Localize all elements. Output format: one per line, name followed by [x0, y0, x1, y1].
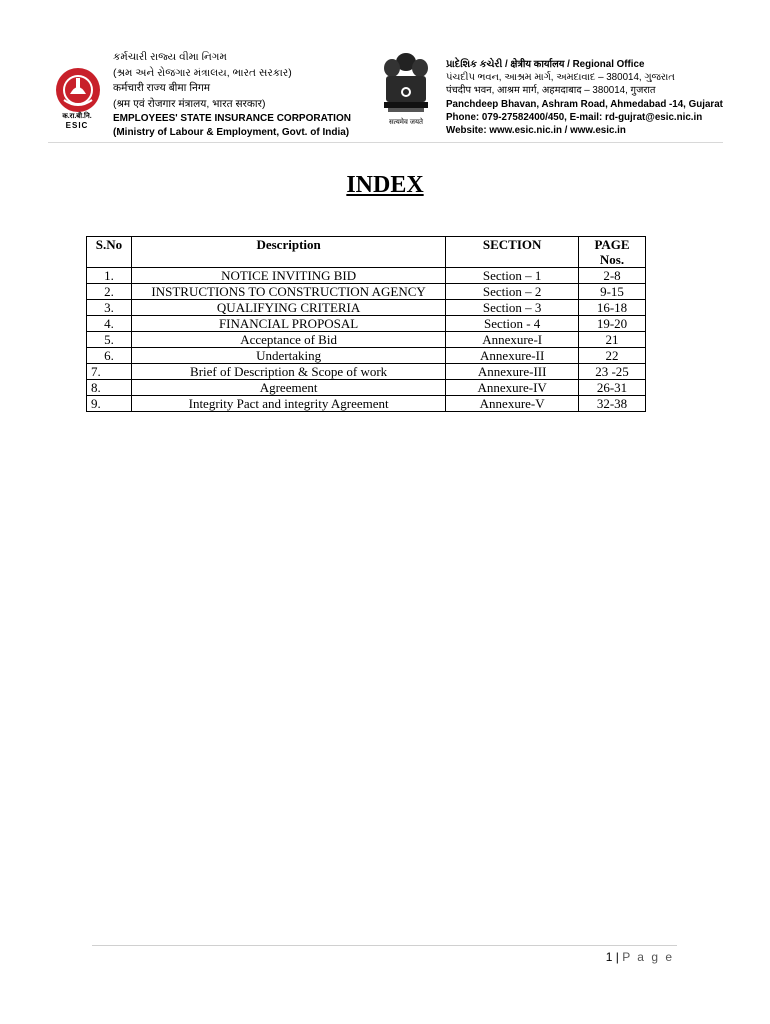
cell-description: Agreement [131, 380, 445, 396]
header-section: SECTION [446, 237, 579, 268]
logo-caption: ESIC [65, 121, 89, 130]
cell-pages: 21 [579, 332, 646, 348]
header-pages: PAGE Nos. [579, 237, 646, 268]
cell-sno: 4. [87, 316, 132, 332]
table-header-row [87, 237, 646, 268]
logo-caption-hindi: क.रा.बी.नि. [62, 113, 92, 120]
cell-description: Brief of Description & Scope of work [131, 364, 445, 380]
header-description: Description [131, 237, 445, 268]
org-ministry-english: (Ministry of Labour & Employment, Govt. of India) [113, 127, 350, 138]
table-row [87, 396, 646, 412]
cell-description: QUALIFYING CRITERIA [131, 300, 445, 316]
cell-pages: 19-20 [579, 316, 646, 332]
cell-description: NOTICE INVITING BID [131, 268, 445, 284]
cell-pages: 22 [579, 348, 646, 364]
cell-sno: 1. [87, 268, 132, 284]
org-ministry-gujarati: (શ્રમ અને રોજગાર મંત્રાલય, ભારત સરકાર) [113, 66, 292, 79]
cell-sno: 3. [87, 300, 132, 316]
office-title: પ્રાદેશિક કચેરી / क्षेत्रीय कार्यालय / Regional Office [446, 59, 645, 70]
page-title: INDEX [346, 172, 424, 198]
table-row [87, 316, 646, 332]
cell-pages: 16-18 [579, 300, 646, 316]
website: Website: www.esic.nic.in / www.esic.in [446, 125, 626, 137]
org-ministry-hindi: (श्रम एवं रोजगार मंत्रालय, भारत सरकार) [113, 97, 266, 110]
cell-section: Section – 1 [446, 268, 579, 284]
table-row [87, 332, 646, 348]
table-row [87, 268, 646, 284]
footer-divider [92, 945, 677, 946]
table-row [87, 300, 646, 316]
table-row [87, 380, 646, 396]
cell-sno: 2. [87, 284, 132, 300]
cell-description: FINANCIAL PROPOSAL [131, 316, 445, 332]
table-row [87, 284, 646, 300]
cell-section: Section – 2 [446, 284, 579, 300]
address-english: Panchdeep Bhavan, Ashram Road, Ahmedabad -14, Gujarat [446, 98, 723, 110]
cell-pages: 9-15 [579, 284, 646, 300]
cell-section: Annexure-I [446, 332, 579, 348]
cell-sno: 9. [87, 396, 132, 412]
org-name-gujarati: કર્મચારી રાજ્ય વીમા નિગમ [113, 51, 227, 63]
cell-description: INSTRUCTIONS TO CONSTRUCTION AGENCY [131, 284, 445, 300]
page-number: 1 [605, 950, 613, 964]
footer-separator: | [615, 950, 619, 964]
cell-description: Acceptance of Bid [131, 332, 445, 348]
phone-email: Phone: 079-27582400/450, E-mail: rd-gujrat@esic.nic.in [446, 111, 703, 123]
cell-sno: 7. [87, 364, 132, 380]
table-body [87, 268, 646, 412]
org-name-english: EMPLOYEES' STATE INSURANCE CORPORATION [113, 113, 351, 124]
esic-logo-icon [52, 66, 104, 118]
organization-block [113, 50, 351, 140]
address-hindi: पंचदीप भवन, आश्रम मार्ग, अहमदाबाद – 380014, गुजरात [446, 85, 656, 97]
letterhead-divider [48, 142, 723, 143]
cell-description: Integrity Pact and integrity Agreement [131, 396, 445, 412]
cell-sno: 8. [87, 380, 132, 396]
cell-sno: 6. [87, 348, 132, 364]
index-table [86, 236, 646, 412]
cell-section: Annexure-IV [446, 380, 579, 396]
cell-section: Section – 3 [446, 300, 579, 316]
cell-section: Annexure-III [446, 364, 579, 380]
cell-pages: 2-8 [579, 268, 646, 284]
header-sno: S.No [87, 237, 132, 268]
national-emblem-icon [378, 46, 434, 126]
org-name-hindi: कर्मचारी राज्य बीमा निगम [113, 82, 211, 94]
cell-section: Section - 4 [446, 316, 579, 332]
cell-pages: 32-38 [579, 396, 646, 412]
address-gujarati: પંચદીપ ભવન, આશ્રમ માર્ગ, અમદાવાદ – 380014, ગુજરાત [446, 72, 675, 84]
cell-pages: 26-31 [579, 380, 646, 396]
page-label: P a g e [622, 950, 674, 964]
page-footer [606, 950, 674, 964]
cell-pages: 23 -25 [579, 364, 646, 380]
table-row [87, 348, 646, 364]
cell-sno: 5. [87, 332, 132, 348]
regional-office-block [446, 58, 723, 137]
cell-description: Undertaking [131, 348, 445, 364]
table-row [87, 364, 646, 380]
cell-section: Annexure-II [446, 348, 579, 364]
emblem-caption: सत्यमेव जयते [388, 119, 424, 126]
cell-section: Annexure-V [446, 396, 579, 412]
